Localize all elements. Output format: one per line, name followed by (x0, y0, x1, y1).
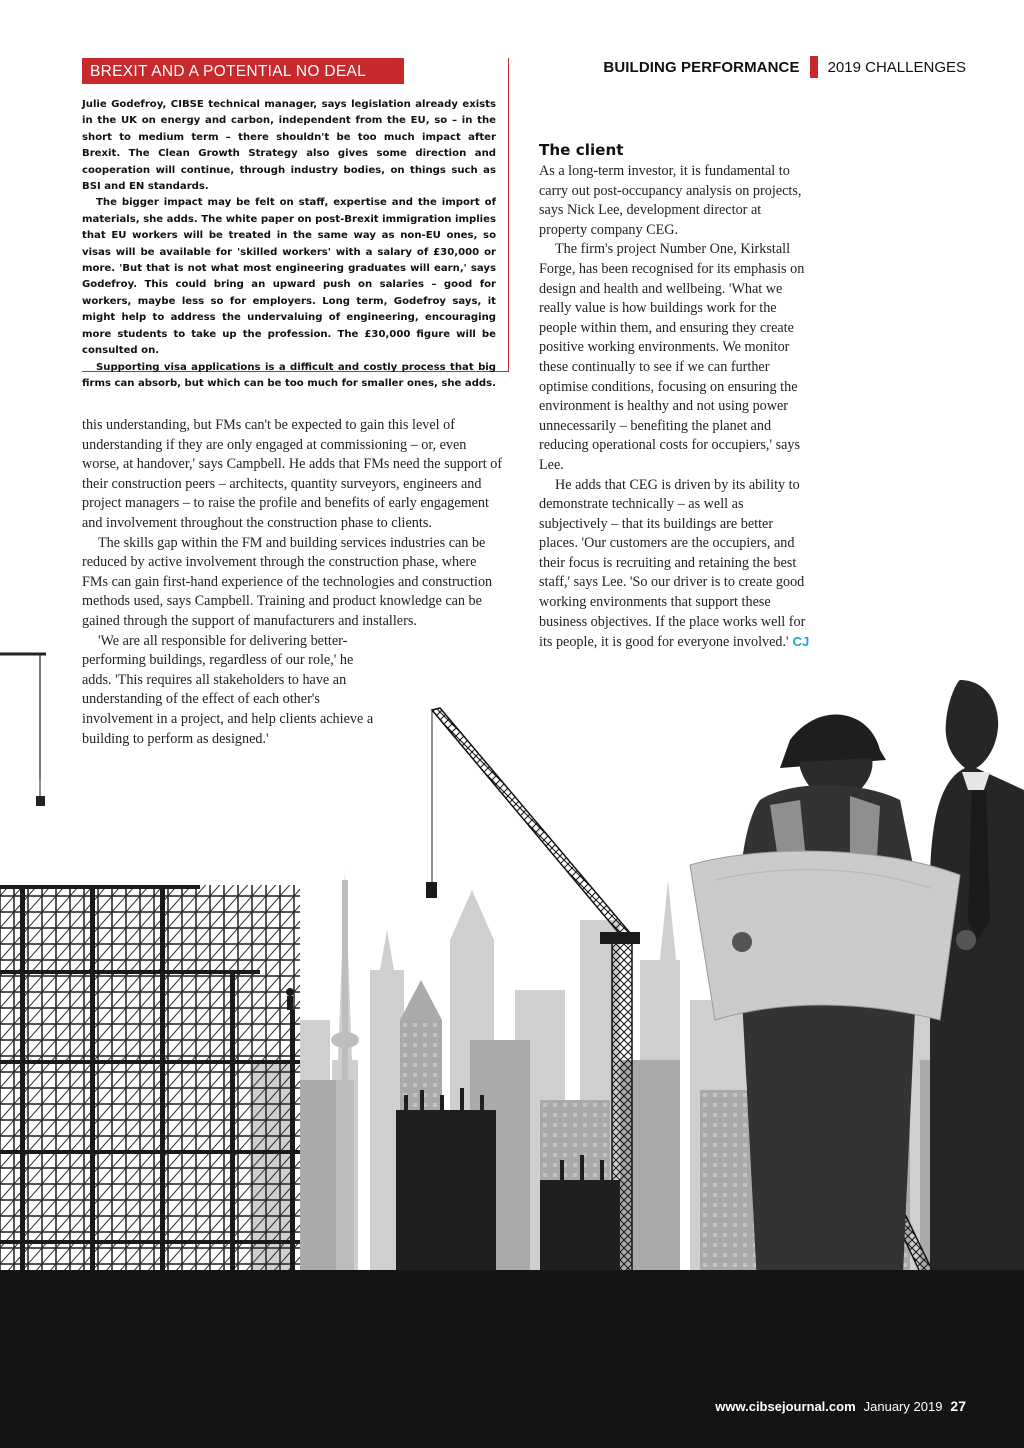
body-paragraph: 'We are all responsible for delivering better-performing buildings, regardless of our role,' he adds. 'This requires all stakeholders to have an understanding of the effect of each other's involvement in a project, and help clients achieve a building to perform as designed.' (82, 632, 374, 747)
page-footer (715, 1398, 966, 1414)
section-title: BUILDING PERFORMANCE (603, 58, 800, 76)
header-divider (810, 56, 818, 78)
footer-issue-date: January 2019 (863, 1399, 943, 1414)
running-head (603, 56, 966, 78)
footer-website: www.cibsejournal.com (715, 1399, 856, 1414)
boxout-paragraph: Julie Godefroy, CIBSE technical manager, says legislation already exists in the UK on energy and carbon, independent from the EU, so – in the short to medium term – there shouldn't be too much impact after Brexit. The Clean Growth Strategy also gives some direction and cooperation will continue, through industry bodies, on things such as BSI and EN standards. (82, 99, 496, 193)
body-paragraph: The firm's project Number One, Kirkstall Forge, has been recognised for its emphasis on design and health and wellbeing. 'What we really value is how buildings work for the people within them, and ensuring they create positive working environments. We monitor these continually to see if we can further optimise conditions, focusing on ensuring the environment is healthy and not using power unnecessarily – benefiting the planet and reducing operational costs for occupiers,' says Lee. (539, 241, 805, 473)
boxout-paragraph: Supporting visa applications is a difficult and costly process that big firms can absorb, but which can be too much for smaller ones, she adds. (82, 361, 496, 389)
boxout-body (82, 97, 496, 392)
body-paragraph: The skills gap within the FM and building services industries can be reduced by active involvement through the construction phase, where FMs can gain first-hand experience of the technologies and construction methods used, says Campbell. Training and product knowledge can be gained through the support of manufacturers and installers. (82, 534, 493, 629)
body-paragraph: As a long-term investor, it is fundamental to carry out post-occupancy analysis on projects, says Nick Lee, development director at property company CEG. (539, 163, 802, 238)
boxout-title: BREXIT AND A POTENTIAL NO DEAL (82, 58, 404, 84)
boxout-paragraph: The bigger impact may be felt on staff, expertise and the import of materials, she adds. The white paper on post-Brexit immigration implies that EU workers will be treated in the same way as non-EU ones, so visas will be available for 'skilled workers' with a salary of £30,000 or more. 'But that is not what most engineering graduates will earn,' says Godefroy. This could bring an upward push on salaries – good for workers, maybe less so for employers. Long term, Godefroy says, it might help to address the undervaluing of engineering, encouraging more students to take up the profession. The £30,000 figure will be consulted on. (82, 197, 496, 357)
body-paragraph: this understanding, but FMs can't be expected to gain this level of understanding if they are only engaged at commissioning – or, even worse, at handover,' says Campbell. He adds that FMs need the support of their construction peers – architects, quantity surveyors, engineers and project managers – to raise the profile and benefits of early engagement and involvement throughout the construction phase to clients. (82, 417, 503, 531)
right-column (539, 140, 811, 653)
subsection-title: 2019 CHALLENGES (827, 58, 966, 76)
subheading-the-client: The client (539, 141, 624, 159)
brexit-boxout (82, 58, 509, 389)
body-paragraph-text: He adds that CEG is driven by its ability to demonstrate technically – as well as subjectively – that its buildings are better places. 'Our customers are the occupiers, and their focus is recruiting and retaining the best staff,' says Lee. 'So our driver is to create good working environments that support these business objectives. If the place works well for its people, it is good for everyone involved.' (539, 476, 806, 651)
left-crane (0, 654, 46, 806)
left-column (82, 416, 504, 749)
body-paragraph-last (539, 476, 811, 653)
cj-end-mark: CJ (792, 634, 810, 650)
page-number: 27 (950, 1398, 966, 1414)
construction-skyline-illustration (0, 640, 1024, 1448)
